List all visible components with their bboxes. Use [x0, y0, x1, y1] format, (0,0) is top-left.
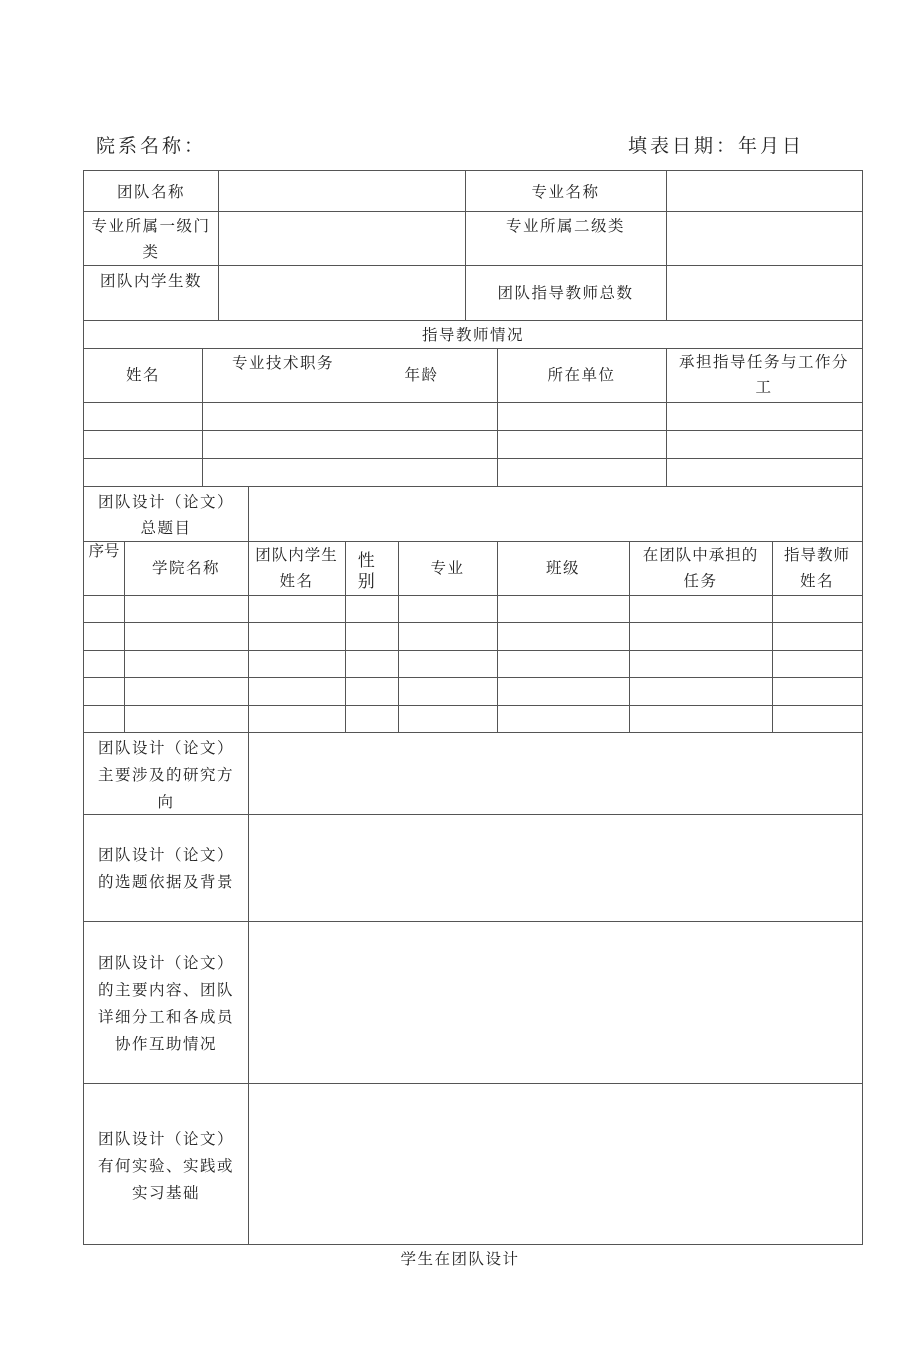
research-label-line1: 团队设计（论文） — [97, 739, 234, 757]
footer-text: 学生在团队设计 — [400, 1250, 520, 1268]
category2-label: 专业所属二级类 — [505, 217, 625, 235]
content-label-line4: 协作互助情况 — [114, 1035, 217, 1053]
topic-label-line2: 总题目 — [140, 519, 192, 537]
student-row[interactable] — [84, 623, 862, 650]
student-col-advisor-line1: 指导教师 — [783, 546, 850, 564]
teacher-row[interactable] — [84, 459, 862, 486]
teacher-col-unit: 所在单位 — [547, 366, 616, 384]
teacher-count-label: 团队指导教师总数 — [497, 284, 634, 302]
student-col-role-line2: 任务 — [683, 572, 718, 590]
teacher-count-field[interactable] — [667, 266, 862, 320]
content-label-line2: 的主要内容、团队 — [97, 981, 234, 999]
teacher-section-title: 指导教师情况 — [421, 326, 524, 344]
student-row[interactable] — [84, 678, 862, 705]
major-name-label: 专业名称 — [531, 183, 600, 201]
fill-date-label: 填表日期：年月日 — [628, 135, 805, 157]
student-row[interactable] — [84, 706, 862, 732]
topic-field[interactable] — [249, 487, 862, 541]
basis-label-line2: 的选题依据及背景 — [97, 873, 234, 891]
research-label-line3: 向 — [157, 793, 175, 811]
student-count-label: 团队内学生数 — [99, 272, 202, 290]
teacher-col-age: 年龄 — [404, 366, 439, 384]
category2-field[interactable] — [667, 212, 862, 265]
team-name-label: 团队名称 — [116, 183, 185, 201]
content-field[interactable] — [249, 922, 862, 1083]
category1-field[interactable] — [219, 212, 465, 265]
topic-label-line1: 团队设计（论文） — [97, 493, 234, 511]
student-count-field[interactable] — [219, 266, 465, 320]
research-field[interactable] — [249, 733, 862, 814]
teacher-col-task-line2: 工 — [755, 378, 773, 396]
student-col-gender-line1: 性 — [357, 551, 377, 571]
student-row[interactable] — [84, 651, 862, 677]
student-col-name-line2: 姓名 — [279, 572, 314, 590]
practice-label-line2: 有何实验、实践或 — [97, 1157, 234, 1175]
basis-label-line1: 团队设计（论文） — [97, 846, 234, 864]
student-col-college: 学院名称 — [151, 559, 220, 577]
student-row[interactable] — [84, 596, 862, 622]
basis-field[interactable] — [249, 815, 862, 921]
department-label: 院系名称： — [96, 135, 207, 157]
teacher-row[interactable] — [84, 403, 862, 430]
practice-label-line1: 团队设计（论文） — [97, 1130, 234, 1148]
teacher-col-name: 姓名 — [125, 366, 160, 384]
category1-label-line1: 专业所属一级门 — [91, 217, 211, 235]
practice-label-line3: 实习基础 — [131, 1184, 200, 1202]
student-col-class: 班级 — [545, 559, 580, 577]
student-col-gender-line2: 别 — [357, 572, 377, 592]
application-form — [83, 170, 863, 1245]
student-col-no: 序号 — [88, 542, 120, 560]
teacher-row[interactable] — [84, 431, 862, 458]
practice-field[interactable] — [249, 1084, 862, 1244]
teacher-col-task-line1: 承担指导任务与工作分 — [678, 353, 849, 371]
teacher-col-title: 专业技术职务 — [231, 354, 334, 372]
content-label-line3: 详细分工和各成员 — [97, 1008, 234, 1026]
student-col-role-line1: 在团队中承担的 — [642, 546, 759, 564]
research-label-line2: 主要涉及的研究方 — [97, 766, 234, 784]
student-col-advisor-line2: 姓名 — [799, 572, 834, 590]
student-col-major: 专业 — [430, 559, 465, 577]
major-name-field[interactable] — [667, 171, 862, 211]
content-label-line1: 团队设计（论文） — [97, 954, 234, 972]
student-col-name-line1: 团队内学生 — [255, 546, 338, 564]
team-name-field[interactable] — [219, 171, 465, 211]
category1-label-line2: 类 — [142, 243, 160, 261]
